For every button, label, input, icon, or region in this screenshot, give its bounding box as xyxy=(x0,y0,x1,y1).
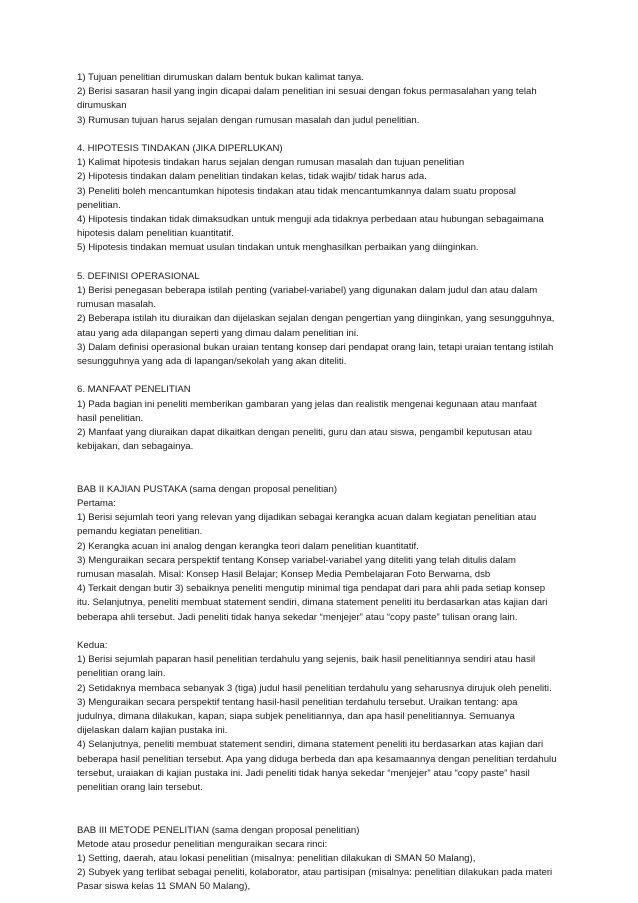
text-line: 4) Terkait dengan butir 3) sebaiknya peneliti mengutip minimal tiga pendapat dari para ahli pada setiap konsep xyxy=(77,583,546,595)
paragraph-gap xyxy=(77,256,565,270)
text-line: sesungguhnya yang ada di lapangan/sekolah yang akan diteliti. xyxy=(77,356,347,368)
text-line: Pertama: xyxy=(77,498,116,510)
text-line: 3) Menguraikan secara perspektif tentang hasil-hasil penelitian terdahulu tersebut. Uraikan tentang: apa xyxy=(77,696,518,708)
text-line: 1) Pada bagian ini peneliti memberikan gambaran yang jelas dan realistik mengenai kegunaan atau manfaat xyxy=(77,398,537,410)
text-line: 2) Manfaat yang diuraikan dapat dikaitkan dengan peneliti, guru dan atau siswa, pengambil keputusan atau xyxy=(77,427,532,439)
paragraph-gap xyxy=(77,625,565,639)
text-line: 2) Setidaknya membaca sebanyak 3 (tiga) judul hasil penelitian terdahulu yang seharusnya dirujuk oleh peneliti. xyxy=(77,682,552,694)
text-line: 2) Berisi sasaran hasil yang ingin dicapai dalam penelitian ini sesuai dengan fokus permasalahan yang telah xyxy=(77,86,537,98)
paragraph-gap xyxy=(77,454,565,482)
text-line: 1) Setting, daerah, atau lokasi penelitian (misalnya: penelitian dilakukan di SMAN 50 Malang), xyxy=(77,853,476,865)
text-line: hipotesis dalam penelitian kuantitatif. xyxy=(77,228,234,240)
text-line: 1) Berisi sejumlah paparan hasil penelitian terdahulu yang sejenis, baik hasil penelitiannya sendiri atau hasil xyxy=(77,654,536,666)
paragraph-gap xyxy=(77,795,565,823)
text-line: 1) Tujuan penelitian dirumuskan dalam bentuk bukan kalimat tanya. xyxy=(77,72,364,83)
text-line: itu. Selanjutnya, peneliti membuat statement sendiri, dimana statement peneliti itu berdasarkan atas kajian dari xyxy=(77,597,548,609)
text-line: 5) Hipotesis tindakan memuat usulan tindakan untuk menghasilkan perbaikan yang diinginkan. xyxy=(77,242,479,254)
text-section xyxy=(77,824,565,895)
text-line: 2) Subyek yang terlibat sebagai peneliti, kolaborator, atau partisipan (misalnya: penelitian dilakukan pada materi xyxy=(77,867,553,879)
paragraph-gap xyxy=(77,369,565,383)
text-line: kebijakan, dan sebagainya. xyxy=(77,441,194,453)
text-line: 3) Menguraikan secara perspektif tentang Konsep variabel-variabel yang diteliti yang telah ditulis dalam xyxy=(77,554,516,566)
text-line: Pasar siswa kelas 11 SMAN 50 Malang), xyxy=(77,881,251,893)
paragraph-gap xyxy=(77,128,565,142)
text-line: beberapa hasil penelitian tersebut. Apa yang diduga berbeda dan apa kesamaannya dengan penelitian terdahulu xyxy=(77,753,557,765)
text-line: atau yang ada dilapangan seperti yang dimau dalam penelitian ini. xyxy=(77,327,359,339)
text-line: 1) Berisi penegasan beberapa istilah penting (variabel-variabel) yang digunakan dalam judul dan atau dalam xyxy=(77,285,538,297)
text-line: 4. HIPOTESIS TINDAKAN (JIKA DIPERLUKAN) xyxy=(77,143,283,154)
text-line: 2) Hipotesis tindakan dalam penelitian tindakan kelas, tidak wajib/ tidak harus ada. xyxy=(77,171,427,183)
text-line: 4) Selanjutnya, peneliti membuat statement sendiri, dimana statement peneliti itu berdasarkan atas kajian dari xyxy=(77,739,544,751)
text-line: BAB II KAJIAN PUSTAKA (sama dengan proposal penelitian) xyxy=(77,483,338,495)
text-section xyxy=(77,142,565,256)
text-section xyxy=(77,639,565,795)
text-line: 6. MANFAAT PENELITIAN xyxy=(77,384,191,396)
text-line: rumusan masalah. xyxy=(77,299,156,311)
text-line: hasil penelitian. xyxy=(77,412,144,424)
text-line: 3) Rumusan tujuan harus sejalan dengan rumusan masalah dan judul penelitian. xyxy=(77,114,420,126)
text-line: BAB III METODE PENELITIAN (sama dengan proposal penelitian) xyxy=(77,824,360,836)
text-line: penelitian. xyxy=(77,199,121,211)
text-section xyxy=(77,483,565,625)
text-line: 3) Peneliti boleh mencantumkan hipotesis tindakan atau tidak mencantumkannya dalam suatu proposal xyxy=(77,185,516,197)
text-line: penelitian orang lain tersebut. xyxy=(77,782,203,794)
text-section xyxy=(77,71,565,128)
text-line: 1) Kalimat hipotesis tindakan harus sejalan dengan rumusan masalah dan tujuan penelitian xyxy=(77,157,465,169)
text-section xyxy=(77,383,565,454)
text-line: 2) Beberapa istilah itu diuraikan dan dijelaskan sejalan dengan pengertian yang diinginkan, yang sesungguhnya, xyxy=(77,313,555,325)
text-line: 3) Dalam definisi operasional bukan uraian tentang konsep dari pendapat orang lain, tetapi uraian tentang istilah xyxy=(77,341,554,353)
text-line: Metode atau prosedur penelitian menguraikan secara rinci: xyxy=(77,838,328,850)
text-line: Kedua: xyxy=(77,640,108,652)
text-line: dirumuskan xyxy=(77,100,127,112)
text-line: judulnya, dimana dilakukan, kapan, siapa subjek penelitiannya, dan apa hasil penelitiannya. Semuanya xyxy=(77,711,515,723)
text-line: 5. DEFINISI OPERASIONAL xyxy=(77,270,200,282)
text-line: 2) Kerangka acuan ini analog dengan kerangka teori dalam penelitian kuantitatif. xyxy=(77,540,419,552)
text-line: dijelaskan dalam kajian pustaka ini. xyxy=(77,725,228,737)
text-line: beberapa ahli tersebut. Jadi peneliti tidak hanya sekedar “menjejer” atau “copy paste” tulisan orang lain. xyxy=(77,611,518,623)
text-line: tersebut, uraiakan di kajian pustaka ini. Jadi peneliti tidak hanya sekedar “menjejer” atau “copy paste” hasil xyxy=(77,767,530,779)
text-line: rumusan masalah. Misal: Konsep Hasil Belajar; Konsep Media Pembelajaran Foto Berwarna, dsb xyxy=(77,569,491,581)
text-line: penelitian orang lain. xyxy=(77,668,166,680)
text-line: 4) Hipotesis tindakan tidak dimaksudkan untuk menguji ada tidaknya perbedaan atau hubungan sebagaimana xyxy=(77,214,544,226)
text-section xyxy=(77,270,565,369)
document-body xyxy=(77,71,565,895)
text-line: pemandu kegiatan penelitian. xyxy=(77,526,203,538)
text-line: 1) Berisi sejumlah teori yang relevan yang dijadikan sebagai kerangka acuan dalam kegiatan penelitian atau xyxy=(77,512,537,524)
